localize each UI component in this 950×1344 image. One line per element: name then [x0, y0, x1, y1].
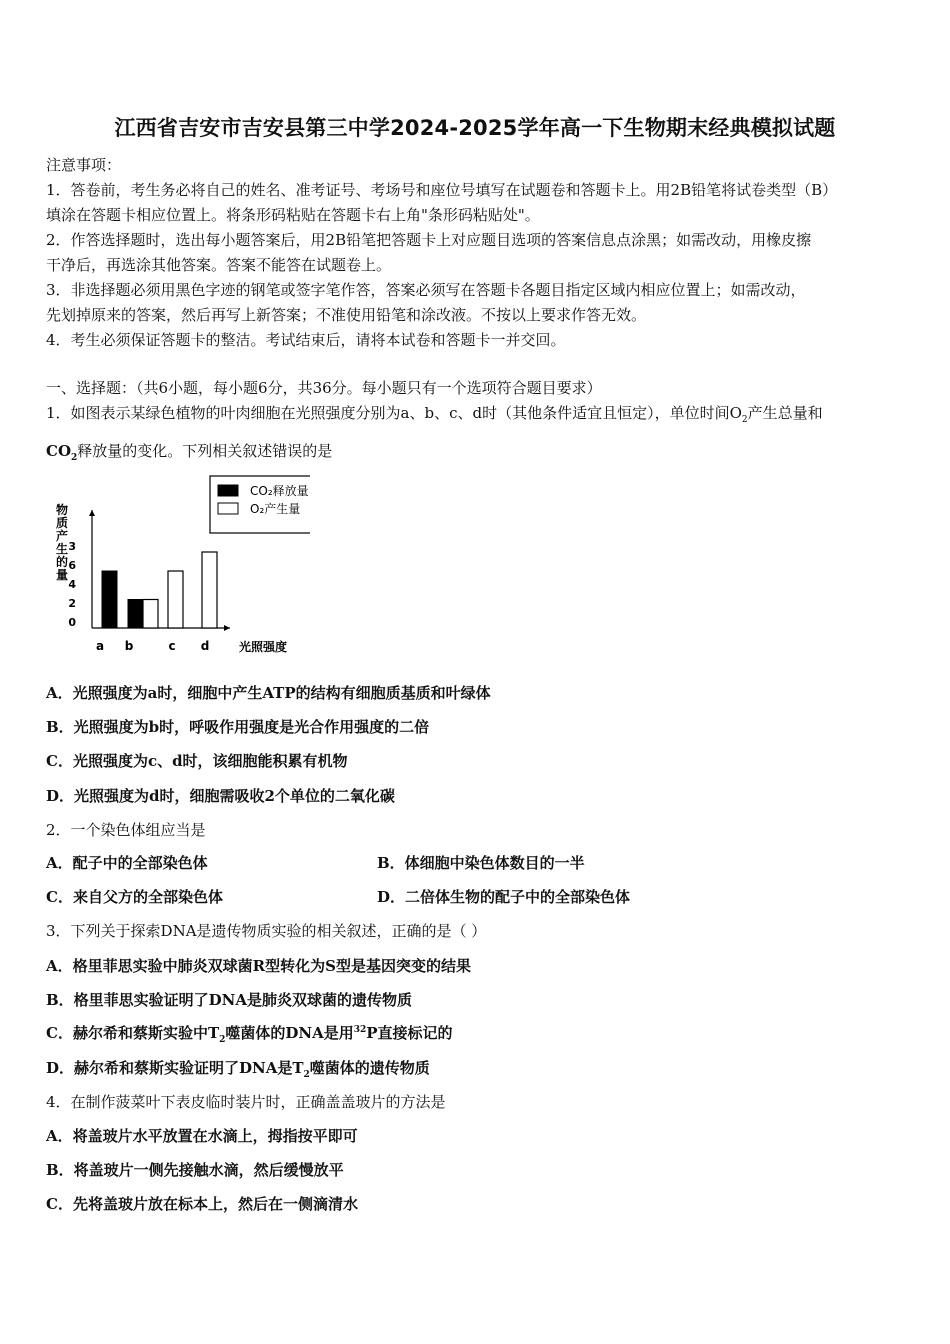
q1-text-a: 如图表示某绿色植物的叶肉细胞在光照强度分别为a、b、c、d时（其他条件适宜且恒定），单位时间O [70, 404, 742, 422]
y-tick-label: 0 [68, 616, 76, 629]
co2-bar-b [128, 600, 143, 629]
q1-stem-line2 [46, 440, 332, 463]
q3-option-c[interactable] [46, 1022, 453, 1045]
q2-option-c[interactable]: C．来自父方的全部染色体 [46, 888, 223, 906]
q4-stem: 4．在制作菠菜叶下表皮临时装片时，正确盖盖玻片的方法是 [46, 1093, 446, 1111]
q3-option-b[interactable]: B．格里菲思实验证明了DNA是肺炎双球菌的遗传物质 [46, 991, 413, 1009]
x-tick-label-b: b [124, 639, 134, 653]
y-axis-label: 物质产生的量 [56, 503, 69, 582]
q1-number: 1． [46, 404, 71, 422]
legend-label-1: O₂产生量 [250, 502, 301, 516]
notice-line-6: 先划掉原来的答案，然后再写上新答案；不准使用铅笔和涂改液。不按以上要求作答无效。 [46, 306, 647, 324]
q1-text-c: CO [46, 442, 72, 460]
q1-stem-line1 [46, 402, 823, 425]
q3-option-d[interactable] [46, 1057, 430, 1080]
q3-c-text-a: C．赫尔希和蔡斯实验中T [46, 1024, 220, 1042]
x-tick-label-d: d [200, 639, 210, 653]
notice-line-1: 1．答卷前，考生务必将自己的姓名、准考证号、考场号和座位号填写在试题卷和答题卡上。用2B铅笔将试卷类型（B） [46, 181, 838, 199]
x-axis-label: 光照强度 [239, 640, 288, 654]
co2-bar-a [102, 571, 117, 628]
q4-option-b[interactable]: B．将盖玻片一侧先接触水滴，然后缓慢放平 [46, 1161, 344, 1179]
q3-c-text-c: P直接标记的 [366, 1024, 453, 1042]
q4-option-c[interactable]: C．先将盖玻片放在标本上，然后在一侧滴清水 [46, 1195, 358, 1213]
notice-line-3: 2．作答选择题时，选出每小题答案后，用2B铅笔把答题卡上对应题目选项的答案信息点涂黑；如需改动，用橡皮擦 [46, 231, 812, 249]
q1-sub-b: 2 [71, 453, 78, 463]
q3-d-text-a: D．赫尔希和蔡斯实验证明了DNA是T [46, 1059, 304, 1077]
notice-line-5: 3．非选择题必须用黑色字迹的钢笔或签字笔作答，答案必须写在答题卡各题目指定区域内相应位置上；如需改动， [46, 281, 806, 299]
y-tick-label: 2 [68, 597, 76, 610]
x-tick-label-a: a [95, 639, 105, 653]
legend-swatch-1 [218, 503, 238, 514]
q2-option-d[interactable]: D．二倍体生物的配子中的全部染色体 [377, 888, 631, 906]
page-title: 江西省吉安市吉安县第三中学2024-2025学年高一下生物期末经典模拟试题 [114, 116, 836, 140]
q1-sub-a: 2 [741, 415, 748, 425]
q1-option-c[interactable]: C．光照强度为c、d时，该细胞能积累有机物 [46, 752, 348, 770]
bar-chart [40, 470, 310, 660]
legend-swatch-0 [218, 485, 238, 496]
q3-d-sub: 2 [303, 1070, 310, 1080]
q2-stem: 2．一个染色体组应当是 [46, 821, 206, 839]
y-axis-arrow [89, 510, 95, 516]
q1-option-b[interactable]: B．光照强度为b时，呼吸作用强度是光合作用强度的二倍 [46, 718, 430, 736]
o2-bar-c [168, 571, 183, 628]
chart-legend [210, 476, 310, 533]
notice-line-7: 4．考生必须保证答题卡的整洁。考试结束后，请将本试卷和答题卡一并交回。 [46, 331, 566, 349]
o2-bar-b [143, 600, 158, 629]
q3-c-sub: 2 [219, 1035, 226, 1045]
q3-stem: 3．下列关于探索DNA是遗传物质实验的相关叙述，正确的是（ ） [46, 922, 487, 940]
y-tick-label: 3 [68, 540, 76, 553]
notice-line-4: 干净后，再选涂其他答案。答案不能答在试题卷上。 [46, 256, 392, 274]
q3-option-a[interactable]: A．格里菲思实验中肺炎双球菌R型转化为S型是基因突变的结果 [46, 957, 471, 975]
q4-option-a[interactable]: A．将盖玻片水平放置在水滴上，拇指按平即可 [46, 1127, 358, 1145]
q2-option-b[interactable]: B．体细胞中染色体数目的一半 [377, 854, 585, 872]
q1-text-d: 释放量的变化。下列相关叙述错误的是 [77, 442, 333, 460]
chart-ticks [68, 540, 209, 653]
q2-option-a[interactable]: A．配子中的全部染色体 [46, 854, 208, 872]
q1-option-a[interactable]: A．光照强度为a时，细胞中产生ATP的结构有细胞质基质和叶绿体 [46, 684, 491, 702]
notice-heading: 注意事项： [46, 156, 122, 174]
y-tick-label: 6 [68, 559, 76, 572]
chart-bars [102, 552, 217, 628]
q1-text-b: 产生总量和 [747, 404, 823, 422]
x-axis-arrow [224, 625, 230, 631]
x-tick-label-c: c [168, 639, 176, 653]
section-heading: 一、选择题：（共6小题，每小题6分，共36分。每小题只有一个选项符合题目要求） [46, 379, 602, 397]
notice-line-2: 填涂在答题卡相应位置上。将条形码粘贴在答题卡右上角"条形码粘贴处"。 [46, 206, 540, 224]
o2-bar-d [202, 552, 217, 628]
q1-option-d[interactable]: D．光照强度为d时，细胞需吸收2个单位的二氧化碳 [46, 787, 395, 805]
legend-label-0: CO₂释放量 [250, 484, 309, 498]
y-tick-label: 4 [68, 578, 76, 591]
q3-c-text-b: 噬菌体的DNA是用 [225, 1024, 354, 1042]
q3-d-text-b: 噬菌体的遗传物质 [309, 1059, 430, 1077]
q3-c-sup: 32 [353, 1025, 367, 1035]
